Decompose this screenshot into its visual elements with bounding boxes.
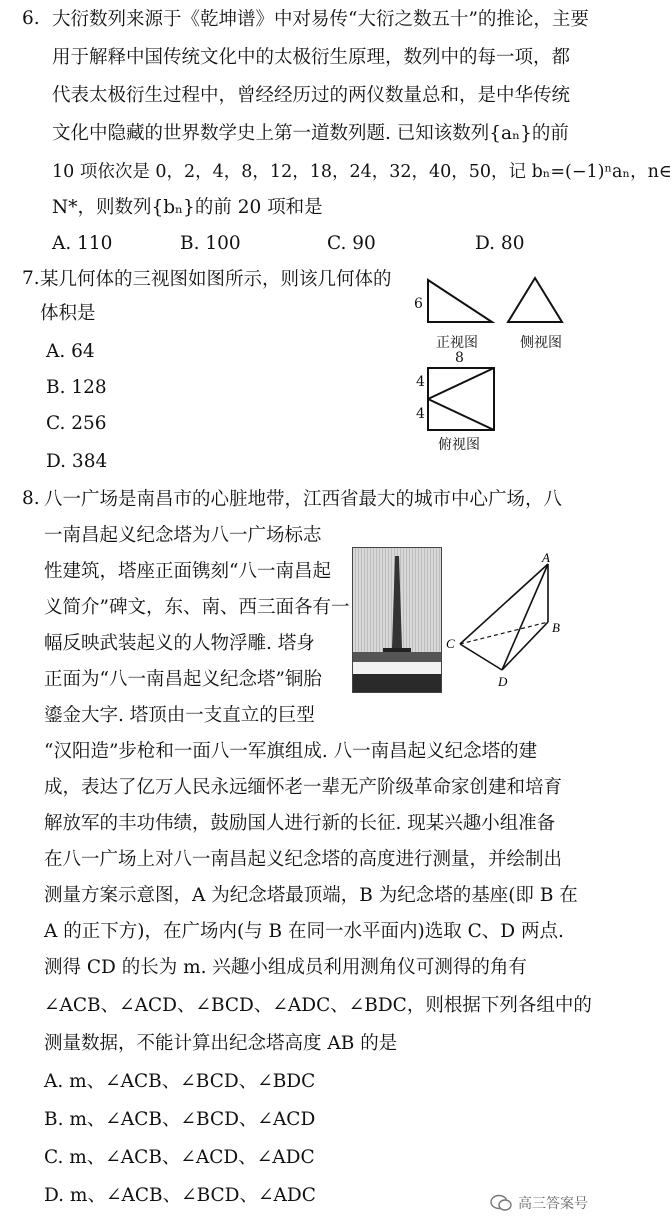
measurement-drawing <box>440 548 590 698</box>
q8-line-6: 正面为“八一南昌起义纪念塔”铜胎 <box>44 669 322 690</box>
monument-silhouette <box>353 548 441 692</box>
question-number: 6. <box>22 8 40 29</box>
q8-line-4: 义简介”碑文，东、南、西三面各有一 <box>44 597 350 618</box>
plaza-band <box>353 662 441 674</box>
q8-line-9: 成，表达了亿万人民永远缅怀老一辈无产阶级革命家创建和培育 <box>44 777 563 798</box>
q7-option-d: D. 384 <box>46 451 108 472</box>
tower-shape <box>392 556 402 648</box>
point-label-b: B <box>552 620 560 635</box>
dim-label-4-upper: 4 <box>416 374 425 390</box>
q7-option-c: C. 256 <box>46 413 107 434</box>
three-view-drawing <box>410 270 590 460</box>
foreground-band <box>353 674 441 692</box>
q8-option-d: D. m、∠ACB、∠BCD、∠ADC <box>44 1185 316 1206</box>
q6-line-1: 大衍数列来源于《乾坤谱》中对易传“大衍之数五十”的推论，主要 <box>52 9 589 30</box>
q6-option-d: D. 80 <box>475 233 525 254</box>
q8-line-14: 测得 CD 的长为 m. 兴趣小组成员利用测角仪可测得的角有 <box>44 957 527 978</box>
top-view-shape <box>428 368 494 430</box>
q6-line-2: 用于解释中国传统文化中的太极衍生原理，数列中的每一项，都 <box>52 47 571 68</box>
measurement-diagram <box>440 548 590 698</box>
watermark <box>490 1193 588 1213</box>
q6-line-5: 10 项依次是 0，2，4，8，12，18，24，32，40，50，记 bₙ=(−1)ⁿaₙ，n∈ <box>52 162 672 182</box>
q7-line-1: 某几何体的三视图如图所示，则该几何体的 <box>40 269 392 290</box>
dim-label-4-lower: 4 <box>416 406 425 422</box>
segment-cd <box>460 644 502 670</box>
wechat-icon <box>490 1194 512 1212</box>
segment-ad <box>502 564 548 670</box>
q7-line-2: 体积是 <box>40 303 96 324</box>
q8-line-3: 性建筑，塔座正面镌刻“八一南昌起 <box>44 561 331 582</box>
q6-line-6: N*，则数列{bₙ}的前 20 项和是 <box>52 197 323 218</box>
q8-option-c: C. m、∠ACB、∠ACD、∠ADC <box>44 1147 315 1168</box>
q6-line-3: 代表太极衍生过程中，曾经经历过的两仪数量总和，是中华传统 <box>52 85 571 106</box>
dim-label-8: 8 <box>455 350 464 366</box>
side-view-label: 侧视图 <box>520 335 562 351</box>
front-view-label: 正视图 <box>436 335 478 351</box>
top-view-diagonal-upper <box>428 368 494 399</box>
q8-line-12: 测量方案示意图，A 为纪念塔最顶端，B 为纪念塔的基座(即 B 在 <box>44 885 578 906</box>
question-number: 7. <box>22 268 40 289</box>
q8-option-a: A. m、∠ACB、∠BCD、∠BDC <box>44 1071 316 1092</box>
q8-line-13: A 的正下方)，在广场内(与 B 在同一水平面内)选取 C、D 两点. <box>44 921 564 942</box>
watermark-text: 高三答案号 <box>518 1196 588 1212</box>
q8-line-15: ∠ACB、∠ACD、∠BCD、∠ADC、∠BDC，则根据下列各组中的 <box>44 995 592 1016</box>
q8-line-2: 一南昌起义纪念塔为八一广场标志 <box>44 525 322 546</box>
dim-label-6: 6 <box>414 296 423 312</box>
q8-line-7: 鎏金大字. 塔顶由一支直立的巨型 <box>44 705 315 726</box>
point-label-c: C <box>446 636 455 651</box>
monument-photo <box>352 547 442 693</box>
front-view-shape <box>428 280 492 322</box>
segment-db <box>502 622 548 670</box>
q8-line-16: 测量数据，不能计算出纪念塔高度 AB 的是 <box>44 1033 398 1054</box>
q8-line-1: 八一广场是南昌市的心脏地带，江西省最大的城市中心广场，八 <box>44 489 563 510</box>
q8-line-5: 幅反映武装起义的人物浮雕. 塔身 <box>44 633 315 654</box>
top-view-diagonal-lower <box>428 399 494 430</box>
q8-option-b: B. m、∠ACB、∠BCD、∠ACD <box>44 1109 316 1130</box>
segment-ac <box>460 564 548 644</box>
question-number: 8. <box>22 488 40 509</box>
q6-option-b: B. 100 <box>180 233 241 254</box>
three-view-figure <box>410 270 590 460</box>
trees-band <box>353 652 441 662</box>
top-view-label: 俯视图 <box>438 437 480 453</box>
q6-option-c: C. 90 <box>327 233 376 254</box>
q7-option-b: B. 128 <box>46 377 107 398</box>
q8-line-10: 解放军的丰功伟绩，鼓励国人进行新的长征. 现某兴趣小组准备 <box>44 813 556 834</box>
q7-option-a: A. 64 <box>46 341 95 362</box>
q6-option-a: A. 110 <box>52 233 113 254</box>
q6-line-4: 文化中隐藏的世界数学史上第一道数列题. 已知该数列{aₙ}的前 <box>52 123 569 144</box>
q8-line-11: 在八一广场上对八一南昌起义纪念塔的高度进行测量，并绘制出 <box>44 849 563 870</box>
side-view-shape <box>508 278 562 322</box>
q8-line-8: “汉阳造”步枪和一面八一军旗组成. 八一南昌起义纪念塔的建 <box>44 741 538 762</box>
point-label-d: D <box>498 674 508 689</box>
point-label-a: A <box>542 550 550 565</box>
